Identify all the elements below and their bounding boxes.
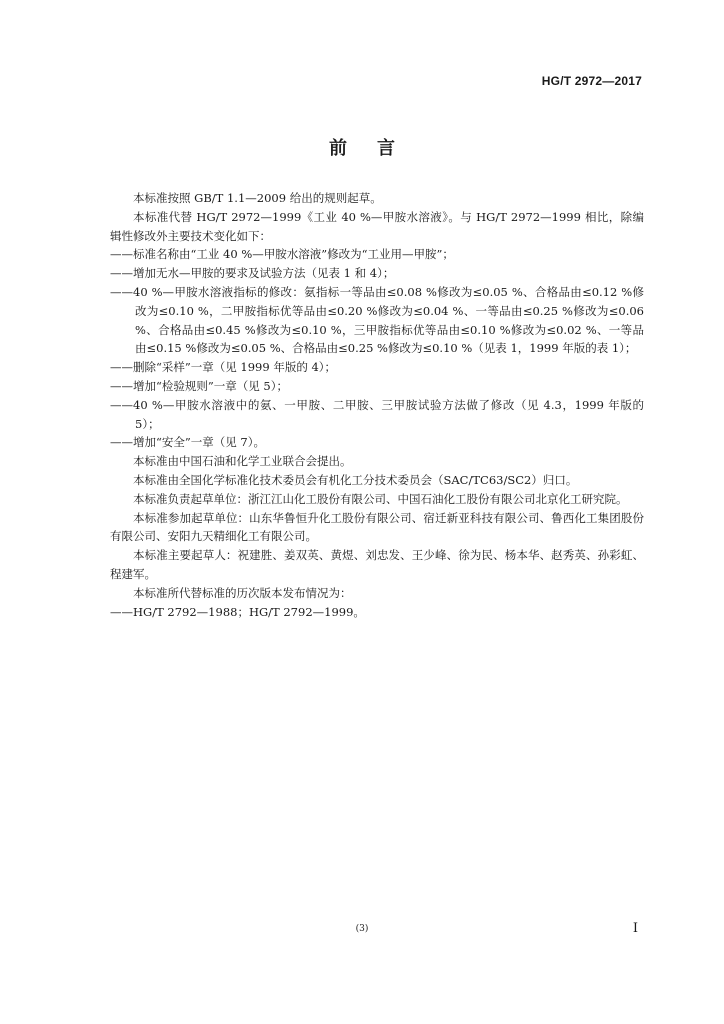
standard-code: HG/T 2972—2017 [541, 74, 642, 88]
change-item-safety: ——增加“安全”一章（见 7）。 [110, 435, 265, 450]
paragraph-proposed-by: 本标准由中国石油和化学工业联合会提出。 [133, 454, 352, 469]
paragraph-replacement: 本标准代替 HG/T 2972—1999《工业 40 %—甲胺水溶液》。与 HG/T 2972—1999 相比，除编辑性修改外主要技术变化如下： [110, 209, 644, 243]
sheet-number: (3) [355, 924, 369, 934]
previous-editions-item: ——HG/T 2792—1988；HG/T 2792—1999。 [110, 604, 365, 619]
paragraph-main-drafters: 本标准主要起草人：祝建胜、姜双英、黄煜、刘忠发、王少峰、徐为民、杨本华、赵秀英、孙彩虹、程建军。 [110, 548, 644, 581]
change-item-name: ——标准名称由“工业 40 %—甲胺水溶液”修改为“工业用—甲胺”； [110, 247, 454, 262]
paragraph-participating-drafters: 本标准参加起草单位：山东华鲁恒升化工股份有限公司、宿迁新亚科技有限公司、鲁西化工集团股份有限公司、安阳九天精细化工有限公司。 [110, 510, 644, 544]
paragraph-drafting-rules: 本标准按照 GB/T 1.1—2009 给出的规则起草。 [133, 191, 382, 205]
change-item-anhydrous: ——增加无水—甲胺的要求及试验方法（见表 1 和 4）； [110, 266, 395, 281]
page-number: I [632, 921, 638, 936]
page-title: 前言 [329, 138, 425, 159]
change-item-test-methods: ——40 %—甲胺水溶液中的氨、一甲胺、二甲胺、三甲胺试验方法做了修改（见 4.3，1999 年版的 5）； [110, 397, 644, 431]
change-item-indicators: ——40 %—甲胺水溶液指标的修改：氨指标一等品由≤0.08 %修改为≤0.05 %、合格品由≤0.12 %修改为≤0.10 %，二甲胺指标优等品由≤0.20 %修改为≤0.04 %、一等品由≤0.25 %修改为≤0.06 %、合格品由≤0.45 %修改为≤0.10 %，三甲胺指标优等品由≤0.10 %修改为≤0.02 %、一等品由≤0.15 %修改为≤0.05 %、合格品由≤0.25 %修改为≤0.10 %（见表 1，1999 年版的表 1）； [110, 284, 644, 356]
paragraph-lead-drafter: 本标准负责起草单位：浙江江山化工股份有限公司、中国石油化工股份有限公司北京化工研究院。 [133, 491, 628, 506]
change-item-inspection: ——增加“检验规则”一章（见 5）； [110, 378, 288, 393]
change-item-sampling: ——删除“采样”一章（见 1999 年版的 4）； [110, 360, 337, 375]
paragraph-previous-editions: 本标准所代替标准的历次版本发布情况为： [133, 585, 352, 600]
paragraph-centralized-by: 本标准由全国化学标准化技术委员会有机化工分技术委员会（SAC/TC63/SC2）归口。 [133, 472, 578, 487]
foreword-body [110, 189, 644, 621]
